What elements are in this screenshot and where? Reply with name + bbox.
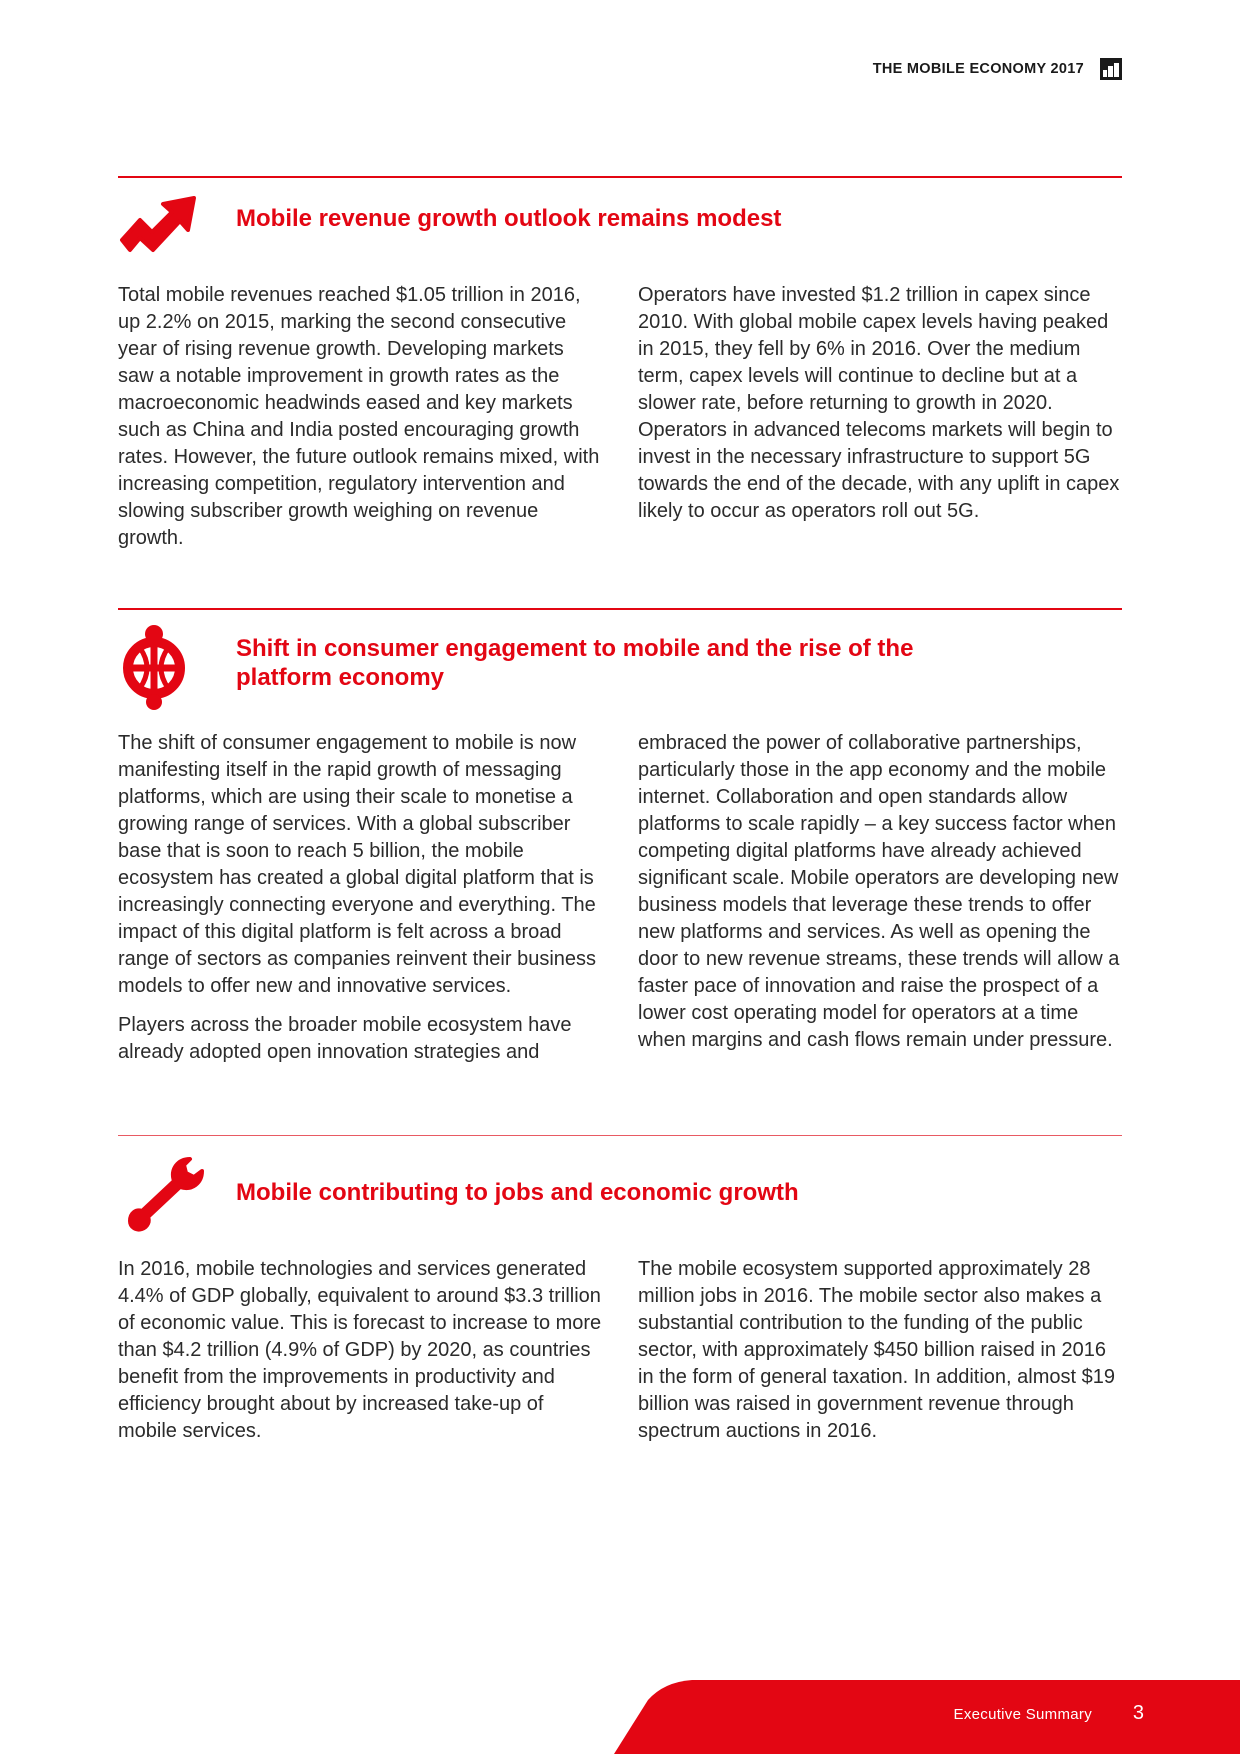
paragraph: The shift of consumer engagement to mobile is now manifesting itself in the rapid growth of messaging platforms, which are using their scale to monetise a growing range of services. With a global subscriber base that is soon to reach 5 billion, the mobile ecosystem has created a global digital platform that is increasingly connecting everyone and everything. The impact of this digital platform is felt across a broad range of sectors as companies reinvent their business models to offer new and innovative services. xyxy=(118,732,597,997)
section-title: Shift in consumer engagement to mobile and the rise of the platform economy xyxy=(236,635,914,691)
paragraph: embraced the power of collaborative partnerships, particularly those in the app economy and the mobile internet. Collaboration and open standards allow platforms to scale rapidly – a key success factor when competing digital platforms have already achieved significant scale. Mobile operators are developing new business models that leverage these trends to offer new platforms and services. As well as opening the door to new revenue streams, these trends will allow a faster pace of innovation and raise the prospect of a lower cost operating model for operators at a time when margins and cash flows remain under pressure. xyxy=(638,732,1120,1051)
paragraph: The mobile ecosystem supported approximately 28 million jobs in 2016. The mobile sector also makes a substantial contribution to the funding of the public sector, with approximately $450 billion raised in 2016 in the form of general taxation. In addition, almost $19 billion was raised in government revenue through spectrum auctions in 2016. xyxy=(638,1258,1115,1442)
section-divider xyxy=(118,608,1122,610)
section-text-right xyxy=(638,1256,1122,1457)
section-text-left xyxy=(118,282,602,564)
section-divider xyxy=(118,1135,1122,1136)
section-title: Mobile revenue growth outlook remains modest xyxy=(236,205,782,232)
section-text-left xyxy=(118,730,602,1078)
section-divider xyxy=(118,176,1122,178)
page-header xyxy=(873,58,1122,80)
report-title: THE MOBILE ECONOMY 2017 xyxy=(872,61,1084,77)
paragraph: Players across the broader mobile ecosystem have already adopted open innovation strategies and xyxy=(118,1014,572,1063)
wrench-icon xyxy=(118,1155,208,1235)
paragraph: Operators have invested $1.2 trillion in capex since 2010. With global mobile capex levels having peaked in 2015, they fell by 6% in 2016. Over the medium term, capex levels will continue to decline but at a slower rate, before returning to growth in 2020. Operators in advanced telecoms markets will begin to invest in the necessary infrastructure to support 5G towards the end of the decade, with any uplift in capex likely to occur as operators roll out 5G. xyxy=(638,284,1120,522)
section-label: Executive Summary xyxy=(953,1706,1092,1723)
paragraph: In 2016, mobile technologies and services generated 4.4% of GDP globally, equivalent to around $3.3 trillion of economic value. This is forecast to increase to more than $4.2 trillion (4.9% of GDP) by 2020, as countries benefit from the improvements in productivity and efficiency brought about by increased take-up of mobile services. xyxy=(118,1258,602,1442)
gsma-building-icon xyxy=(1100,58,1122,80)
page-number: 3 xyxy=(1132,1702,1144,1724)
section-text-right xyxy=(638,282,1122,537)
paragraph: Total mobile revenues reached $1.05 trillion in 2016, up 2.2% on 2015, marking the second consecutive year of rising revenue growth. Developing markets saw a notable improvement in growth rates as the macroeconomic headwinds eased and key markets such as China and India posted encouraging growth rates. However, the future outlook remains mixed, with increasing competition, regulatory intervention and slowing subscriber growth weighing on revenue growth. xyxy=(118,284,600,549)
globe-platform-icon xyxy=(118,624,192,710)
section-text-right xyxy=(638,730,1122,1066)
section-title: Mobile contributing to jobs and economic growth xyxy=(236,1179,799,1206)
trend-up-arrow-icon xyxy=(118,194,198,254)
section-text-left xyxy=(118,1256,602,1457)
